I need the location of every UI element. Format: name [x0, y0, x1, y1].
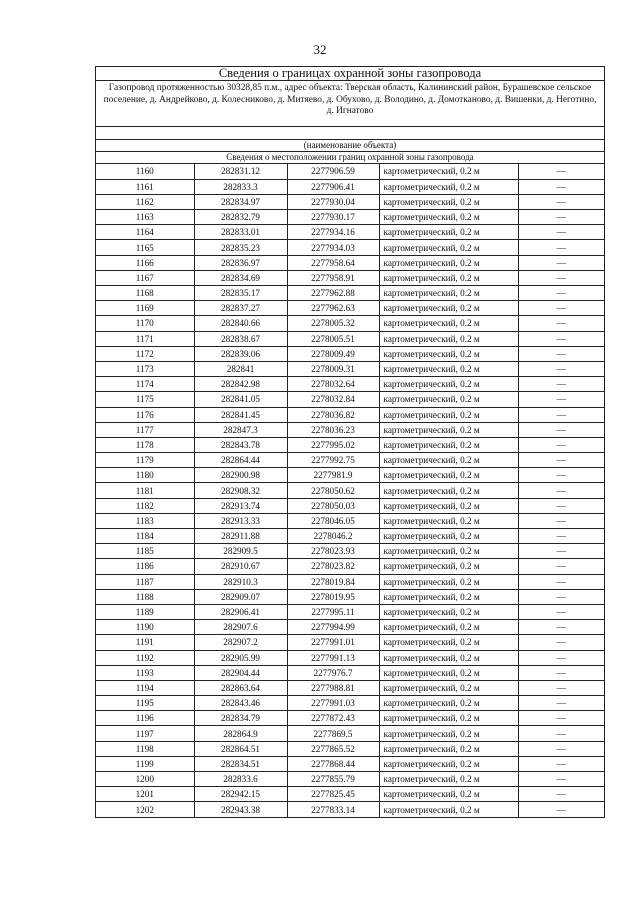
cell-coord-x: 282864.51	[194, 741, 287, 756]
cell-method: картометрический, 0.2 м	[379, 483, 518, 498]
boundary-document	[95, 66, 605, 818]
cell-coord-x: 282834.79	[194, 711, 287, 726]
cell-coord-y: 2277958.64	[287, 255, 379, 270]
cell-method: картометрический, 0.2 м	[379, 574, 518, 589]
cell-coord-y: 2277825.45	[287, 787, 379, 802]
cell-point-number: 1184	[96, 529, 194, 544]
cell-method: картометрический, 0.2 м	[379, 498, 518, 513]
cell-coord-x: 282834.97	[194, 194, 287, 209]
table-row	[96, 194, 604, 209]
object-caption: (наименование объекта)	[96, 140, 604, 152]
cell-coord-x: 282843.78	[194, 437, 287, 452]
cell-coord-y: 2278009.31	[287, 361, 379, 376]
table-row	[96, 802, 604, 817]
cell-point-number: 1193	[96, 665, 194, 680]
cell-method: картометрический, 0.2 м	[379, 696, 518, 711]
cell-point-number: 1185	[96, 544, 194, 559]
cell-method: картометрический, 0.2 м	[379, 620, 518, 635]
cell-description: —	[518, 179, 604, 194]
cell-description: —	[518, 286, 604, 301]
cell-point-number: 1194	[96, 680, 194, 695]
cell-coord-y: 2277962.88	[287, 286, 379, 301]
section-title: Сведения о границах охранной зоны газопровода	[96, 67, 604, 81]
cell-point-number: 1179	[96, 453, 194, 468]
table-row	[96, 756, 604, 771]
cell-coord-y: 2277991.03	[287, 696, 379, 711]
cell-point-number: 1174	[96, 377, 194, 392]
cell-method: картометрический, 0.2 м	[379, 164, 518, 179]
cell-method: картометрический, 0.2 м	[379, 346, 518, 361]
cell-coord-x: 282833.6	[194, 772, 287, 787]
table-row	[96, 210, 604, 225]
cell-method: картометрический, 0.2 м	[379, 513, 518, 528]
cell-description: —	[518, 680, 604, 695]
table-row	[96, 240, 604, 255]
cell-coord-x: 282909.07	[194, 589, 287, 604]
cell-method: картометрический, 0.2 м	[379, 680, 518, 695]
table-row	[96, 529, 604, 544]
cell-coord-x: 282907.6	[194, 620, 287, 635]
table-row	[96, 544, 604, 559]
cell-point-number: 1201	[96, 787, 194, 802]
cell-coord-y: 2277992.75	[287, 453, 379, 468]
table-row	[96, 422, 604, 437]
cell-description: —	[518, 665, 604, 680]
cell-coord-y: 2277994.99	[287, 620, 379, 635]
cell-coord-x: 282847.3	[194, 422, 287, 437]
cell-description: —	[518, 498, 604, 513]
table-row	[96, 665, 604, 680]
cell-point-number: 1188	[96, 589, 194, 604]
cell-description: —	[518, 787, 604, 802]
cell-description: —	[518, 255, 604, 270]
cell-coord-x: 282943.38	[194, 802, 287, 817]
table-row	[96, 301, 604, 316]
cell-description: —	[518, 741, 604, 756]
cell-coord-y: 2277868.44	[287, 756, 379, 771]
cell-point-number: 1160	[96, 164, 194, 179]
table-row	[96, 407, 604, 422]
cell-point-number: 1182	[96, 498, 194, 513]
cell-point-number: 1170	[96, 316, 194, 331]
cell-method: картометрический, 0.2 м	[379, 529, 518, 544]
cell-description: —	[518, 650, 604, 665]
cell-description: —	[518, 240, 604, 255]
table-row	[96, 787, 604, 802]
cell-coord-y: 2278046.2	[287, 529, 379, 544]
cell-description: —	[518, 544, 604, 559]
cell-description: —	[518, 620, 604, 635]
cell-description: —	[518, 604, 604, 619]
cell-point-number: 1196	[96, 711, 194, 726]
cell-method: картометрический, 0.2 м	[379, 270, 518, 285]
cell-point-number: 1202	[96, 802, 194, 817]
cell-coord-y: 2277991.01	[287, 635, 379, 650]
cell-coord-y: 2277934.16	[287, 225, 379, 240]
cell-point-number: 1189	[96, 604, 194, 619]
table-row	[96, 680, 604, 695]
cell-coord-y: 2278046.05	[287, 513, 379, 528]
cell-coord-y: 2277906.41	[287, 179, 379, 194]
cell-method: картометрический, 0.2 м	[379, 468, 518, 483]
cell-point-number: 1191	[96, 635, 194, 650]
cell-method: картометрический, 0.2 м	[379, 453, 518, 468]
cell-point-number: 1180	[96, 468, 194, 483]
cell-coord-y: 2278050.03	[287, 498, 379, 513]
table-row	[96, 392, 604, 407]
cell-description: —	[518, 361, 604, 376]
cell-method: картометрический, 0.2 м	[379, 635, 518, 650]
coordinates-table	[96, 164, 604, 817]
cell-description: —	[518, 559, 604, 574]
cell-coord-x: 282910.3	[194, 574, 287, 589]
cell-method: картометрический, 0.2 м	[379, 316, 518, 331]
table-row	[96, 468, 604, 483]
cell-coord-x: 282913.33	[194, 513, 287, 528]
cell-method: картометрический, 0.2 м	[379, 301, 518, 316]
table-row	[96, 726, 604, 741]
cell-method: картометрический, 0.2 м	[379, 741, 518, 756]
cell-coord-x: 282834.51	[194, 756, 287, 771]
cell-point-number: 1168	[96, 286, 194, 301]
cell-description: —	[518, 453, 604, 468]
cell-method: картометрический, 0.2 м	[379, 240, 518, 255]
cell-method: картометрический, 0.2 м	[379, 772, 518, 787]
cell-coord-x: 282841	[194, 361, 287, 376]
cell-description: —	[518, 513, 604, 528]
table-row	[96, 346, 604, 361]
cell-coord-y: 2277962.63	[287, 301, 379, 316]
cell-point-number: 1183	[96, 513, 194, 528]
table-row	[96, 741, 604, 756]
cell-coord-y: 2277906.59	[287, 164, 379, 179]
cell-coord-x: 282910.67	[194, 559, 287, 574]
cell-point-number: 1173	[96, 361, 194, 376]
page-number: 32	[313, 42, 327, 57]
cell-coord-x: 282841.05	[194, 392, 287, 407]
cell-coord-x: 282838.67	[194, 331, 287, 346]
cell-point-number: 1166	[96, 255, 194, 270]
cell-point-number: 1186	[96, 559, 194, 574]
table-row	[96, 574, 604, 589]
table-row	[96, 453, 604, 468]
table-row	[96, 696, 604, 711]
cell-method: картометрический, 0.2 м	[379, 650, 518, 665]
cell-coord-x: 282908.32	[194, 483, 287, 498]
object-description: Газопровод протяженностью 30328,85 п.м., адрес объекта: Тверская область, Калининский район, Бурашевское сельское поселение, д. Андрейково, д. Колесниково, д. Митяево, д. Обухово, д. Володино, д. Домотканово, д. Вишенки, д. Неготино, д. Игнатово	[96, 81, 604, 127]
cell-description: —	[518, 422, 604, 437]
cell-description: —	[518, 164, 604, 179]
cell-coord-y: 2278005.51	[287, 331, 379, 346]
cell-method: картометрический, 0.2 м	[379, 255, 518, 270]
cell-point-number: 1163	[96, 210, 194, 225]
cell-coord-x: 282836.97	[194, 255, 287, 270]
table-row	[96, 437, 604, 452]
cell-coord-y: 2277934.03	[287, 240, 379, 255]
cell-method: картометрический, 0.2 м	[379, 286, 518, 301]
table-row	[96, 650, 604, 665]
cell-point-number: 1177	[96, 422, 194, 437]
cell-description: —	[518, 270, 604, 285]
cell-coord-x: 282835.17	[194, 286, 287, 301]
cell-description: —	[518, 407, 604, 422]
cell-coord-y: 2277995.11	[287, 604, 379, 619]
cell-point-number: 1162	[96, 194, 194, 209]
cell-description: —	[518, 756, 604, 771]
cell-method: картометрический, 0.2 м	[379, 210, 518, 225]
cell-point-number: 1165	[96, 240, 194, 255]
cell-point-number: 1172	[96, 346, 194, 361]
cell-coord-x: 282909.5	[194, 544, 287, 559]
cell-description: —	[518, 468, 604, 483]
cell-method: картометрический, 0.2 м	[379, 802, 518, 817]
cell-coord-y: 2278019.95	[287, 589, 379, 604]
cell-coord-y: 2278032.64	[287, 377, 379, 392]
cell-method: картометрический, 0.2 м	[379, 392, 518, 407]
cell-coord-x: 282839.06	[194, 346, 287, 361]
cell-point-number: 1190	[96, 620, 194, 635]
cell-coord-y: 2277976.7	[287, 665, 379, 680]
cell-coord-y: 2277930.17	[287, 210, 379, 225]
cell-description: —	[518, 726, 604, 741]
table-row	[96, 483, 604, 498]
cell-description: —	[518, 392, 604, 407]
cell-coord-y: 2278005.32	[287, 316, 379, 331]
table-row	[96, 179, 604, 194]
cell-description: —	[518, 301, 604, 316]
cell-coord-x: 282841.45	[194, 407, 287, 422]
cell-point-number: 1176	[96, 407, 194, 422]
cell-coord-x: 282833.01	[194, 225, 287, 240]
cell-description: —	[518, 574, 604, 589]
table-row	[96, 589, 604, 604]
cell-coord-y: 2277872.43	[287, 711, 379, 726]
cell-description: —	[518, 316, 604, 331]
cell-description: —	[518, 529, 604, 544]
cell-method: картометрический, 0.2 м	[379, 361, 518, 376]
cell-coord-x: 282843.46	[194, 696, 287, 711]
cell-method: картометрический, 0.2 м	[379, 787, 518, 802]
cell-point-number: 1181	[96, 483, 194, 498]
cell-method: картометрический, 0.2 м	[379, 179, 518, 194]
cell-coord-y: 2277988.81	[287, 680, 379, 695]
cell-coord-x: 282900.98	[194, 468, 287, 483]
cell-description: —	[518, 711, 604, 726]
cell-point-number: 1171	[96, 331, 194, 346]
cell-method: картометрический, 0.2 м	[379, 589, 518, 604]
cell-coord-y: 2278036.23	[287, 422, 379, 437]
table-row	[96, 635, 604, 650]
cell-point-number: 1161	[96, 179, 194, 194]
cell-point-number: 1167	[96, 270, 194, 285]
cell-description: —	[518, 346, 604, 361]
table-row	[96, 711, 604, 726]
cell-method: картометрический, 0.2 м	[379, 559, 518, 574]
table-row	[96, 225, 604, 240]
cell-description: —	[556, 804, 566, 815]
table-row	[96, 255, 604, 270]
cell-coord-y: 2278023.82	[287, 559, 379, 574]
table-row	[96, 772, 604, 787]
cell-method: картометрический, 0.2 м	[379, 756, 518, 771]
cell-point-number: 1199	[96, 756, 194, 771]
cell-point-number: 1164	[96, 225, 194, 240]
cell-coord-x: 282905.99	[194, 650, 287, 665]
cell-coord-y: 2278050.62	[287, 483, 379, 498]
cell-description: —	[518, 635, 604, 650]
cell-method: картометрический, 0.2 м	[379, 604, 518, 619]
cell-description: —	[518, 696, 604, 711]
cell-coord-x: 282942.15	[194, 787, 287, 802]
table-row	[96, 361, 604, 376]
cell-description: —	[518, 377, 604, 392]
cell-coord-y: 2277981.9	[287, 468, 379, 483]
cell-method: картометрический, 0.2 м	[379, 225, 518, 240]
cell-method: картометрический, 0.2 м	[379, 726, 518, 741]
cell-coord-y: 2277833.14	[287, 802, 379, 817]
cell-description: —	[518, 331, 604, 346]
cell-coord-y: 2278036.82	[287, 407, 379, 422]
cell-coord-x: 282904.44	[194, 665, 287, 680]
cell-coord-y: 2278023.93	[287, 544, 379, 559]
cell-description: —	[518, 483, 604, 498]
cell-coord-x: 282864.9	[194, 726, 287, 741]
cell-coord-x: 282863.64	[194, 680, 287, 695]
table-row	[96, 164, 604, 179]
table-row	[96, 286, 604, 301]
cell-coord-x: 282913.74	[194, 498, 287, 513]
cell-point-number: 1192	[96, 650, 194, 665]
cell-coord-y: 2277991.13	[287, 650, 379, 665]
cell-coord-x: 282906.41	[194, 604, 287, 619]
cell-point-number: 1197	[96, 726, 194, 741]
cell-description: —	[518, 194, 604, 209]
cell-coord-x: 282864.44	[194, 453, 287, 468]
blank-row	[96, 127, 604, 140]
table-row	[96, 559, 604, 574]
cell-coord-y: 2278019.84	[287, 574, 379, 589]
table-row	[96, 316, 604, 331]
cell-description: —	[518, 225, 604, 240]
cell-point-number: 1195	[96, 696, 194, 711]
cell-coord-y: 2277995.02	[287, 437, 379, 452]
cell-coord-x: 282834.69	[194, 270, 287, 285]
cell-coord-x: 282842.98	[194, 377, 287, 392]
cell-method: картометрический, 0.2 м	[379, 422, 518, 437]
cell-coord-x: 282911.88	[194, 529, 287, 544]
cell-coord-y: 2278032.84	[287, 392, 379, 407]
cell-method: картометрический, 0.2 м	[379, 711, 518, 726]
cell-method: картометрический, 0.2 м	[379, 377, 518, 392]
cell-point-number: 1175	[96, 392, 194, 407]
cell-coord-y: 2277869.5	[287, 726, 379, 741]
cell-method: картометрический, 0.2 м	[379, 407, 518, 422]
cell-method: картометрический, 0.2 м	[379, 331, 518, 346]
cell-coord-x: 282831.12	[194, 164, 287, 179]
cell-description: —	[518, 589, 604, 604]
cell-coord-y: 2277855.79	[287, 772, 379, 787]
cell-coord-x: 282907.2	[194, 635, 287, 650]
cell-coord-y: 2277958.91	[287, 270, 379, 285]
location-caption: Сведения о местоположении границ охранной зоны газопровода	[96, 152, 604, 164]
cell-coord-x: 282832.79	[194, 210, 287, 225]
cell-coord-y: 2277865.52	[287, 741, 379, 756]
table-row	[96, 604, 604, 619]
cell-coord-x: 282835.23	[194, 240, 287, 255]
table-row	[96, 513, 604, 528]
cell-coord-x: 282833.3	[194, 179, 287, 194]
cell-point-number: 1178	[96, 437, 194, 452]
cell-method: картометрический, 0.2 м	[379, 194, 518, 209]
table-row	[96, 620, 604, 635]
cell-description: —	[518, 210, 604, 225]
cell-coord-x: 282837.27	[194, 301, 287, 316]
cell-coord-y: 2277930.04	[287, 194, 379, 209]
table-row	[96, 331, 604, 346]
cell-description: —	[518, 772, 604, 787]
table-row	[96, 270, 604, 285]
cell-method: картометрический, 0.2 м	[379, 544, 518, 559]
cell-description: —	[518, 437, 604, 452]
cell-point-number: 1200	[96, 772, 194, 787]
table-row	[96, 377, 604, 392]
table-row	[96, 498, 604, 513]
cell-point-number: 1169	[96, 301, 194, 316]
cell-point-number: 1198	[96, 741, 194, 756]
cell-coord-x: 282840.66	[194, 316, 287, 331]
cell-coord-y: 2278009.49	[287, 346, 379, 361]
cell-method: картометрический, 0.2 м	[379, 665, 518, 680]
cell-method: картометрический, 0.2 м	[379, 437, 518, 452]
cell-point-number: 1187	[96, 574, 194, 589]
